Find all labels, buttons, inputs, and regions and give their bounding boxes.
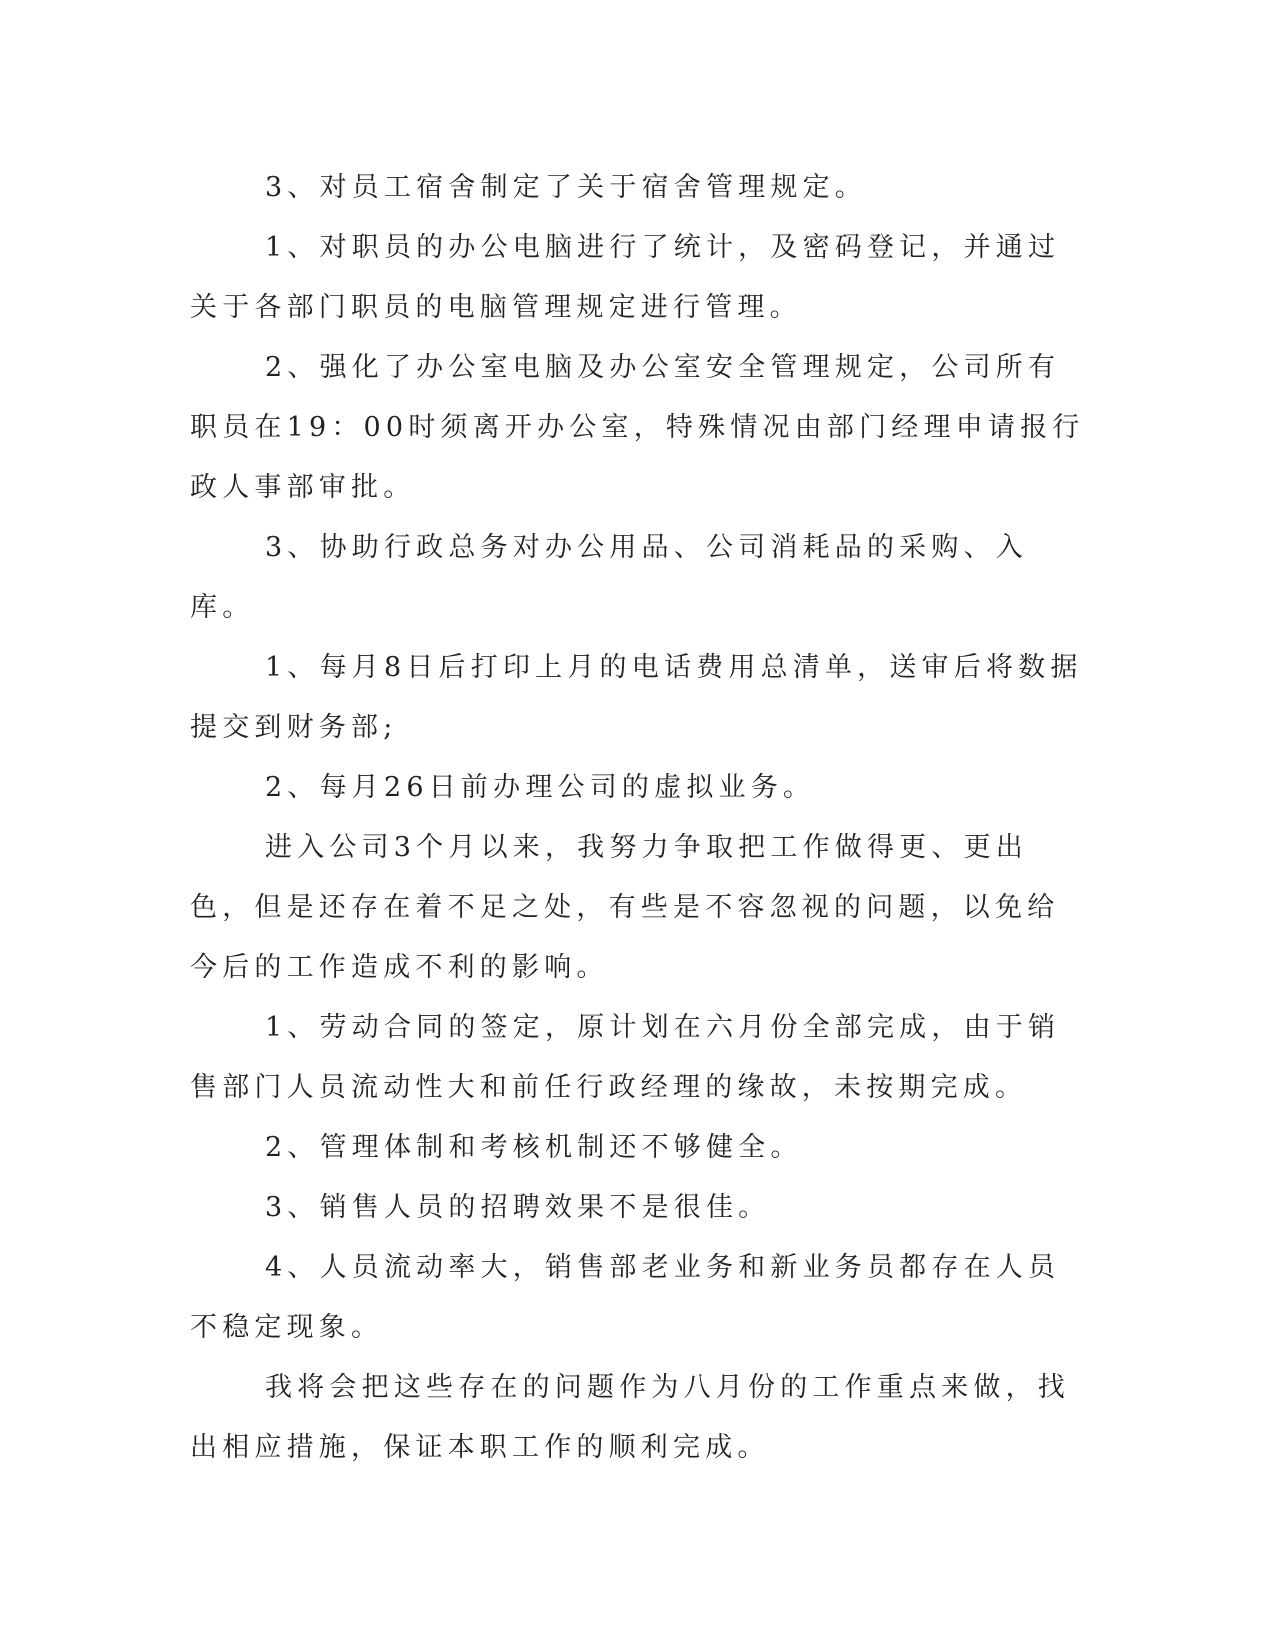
paragraph-phone-bill: 1、每月8日后打印上月的电话费用总清单，送审后将数据提交到财务部; xyxy=(190,652,1083,743)
paragraph-computer-registration: 1、对职员的办公电脑进行了统计，及密码登记，并通过关于各部门职员的电脑管理规定进行管理。 xyxy=(190,232,1061,323)
paragraph-labor-contracts: 1、劳动合同的签定，原计划在六月份全部完成，由于销售部门人员流动性大和前任行政经理的缘故，未按期完成。 xyxy=(190,1012,1061,1103)
paragraph-management-system: 2、管理体制和考核机制还不够健全。 xyxy=(265,1132,803,1163)
paragraph-recruitment: 3、销售人员的招聘效果不是很佳。 xyxy=(265,1192,771,1223)
paragraph-next-plan: 我将会把这些存在的问题作为八月份的工作重点来做，找出相应措施，保证本职工作的顺利完成。 xyxy=(190,1372,1070,1463)
paragraph-virtual-business: 2、每月26日前办理公司的虚拟业务。 xyxy=(265,772,816,803)
paragraph-dormitory-rules: 3、对员工宿舍制定了关于宿舍管理规定。 xyxy=(265,172,867,203)
paragraph-procurement: 3、协助行政总务对办公用品、公司消耗品的采购、入库。 xyxy=(190,532,1028,623)
document-body xyxy=(190,158,1085,1478)
paragraph-self-review: 进入公司3个月以来，我努力争取把工作做得更、更出色，但是还存在着不足之处，有些是不容忽视的问题，以免给今后的工作造成不利的影响。 xyxy=(190,832,1060,983)
paragraph-turnover: 4、人员流动率大，销售部老业务和新业务员都存在人员不稳定现象。 xyxy=(190,1252,1061,1343)
paragraph-office-security: 2、强化了办公室电脑及办公室安全管理规定，公司所有职员在19：00时须离开办公室，特殊情况由部门经理申请报行政人事部审批。 xyxy=(190,352,1085,503)
